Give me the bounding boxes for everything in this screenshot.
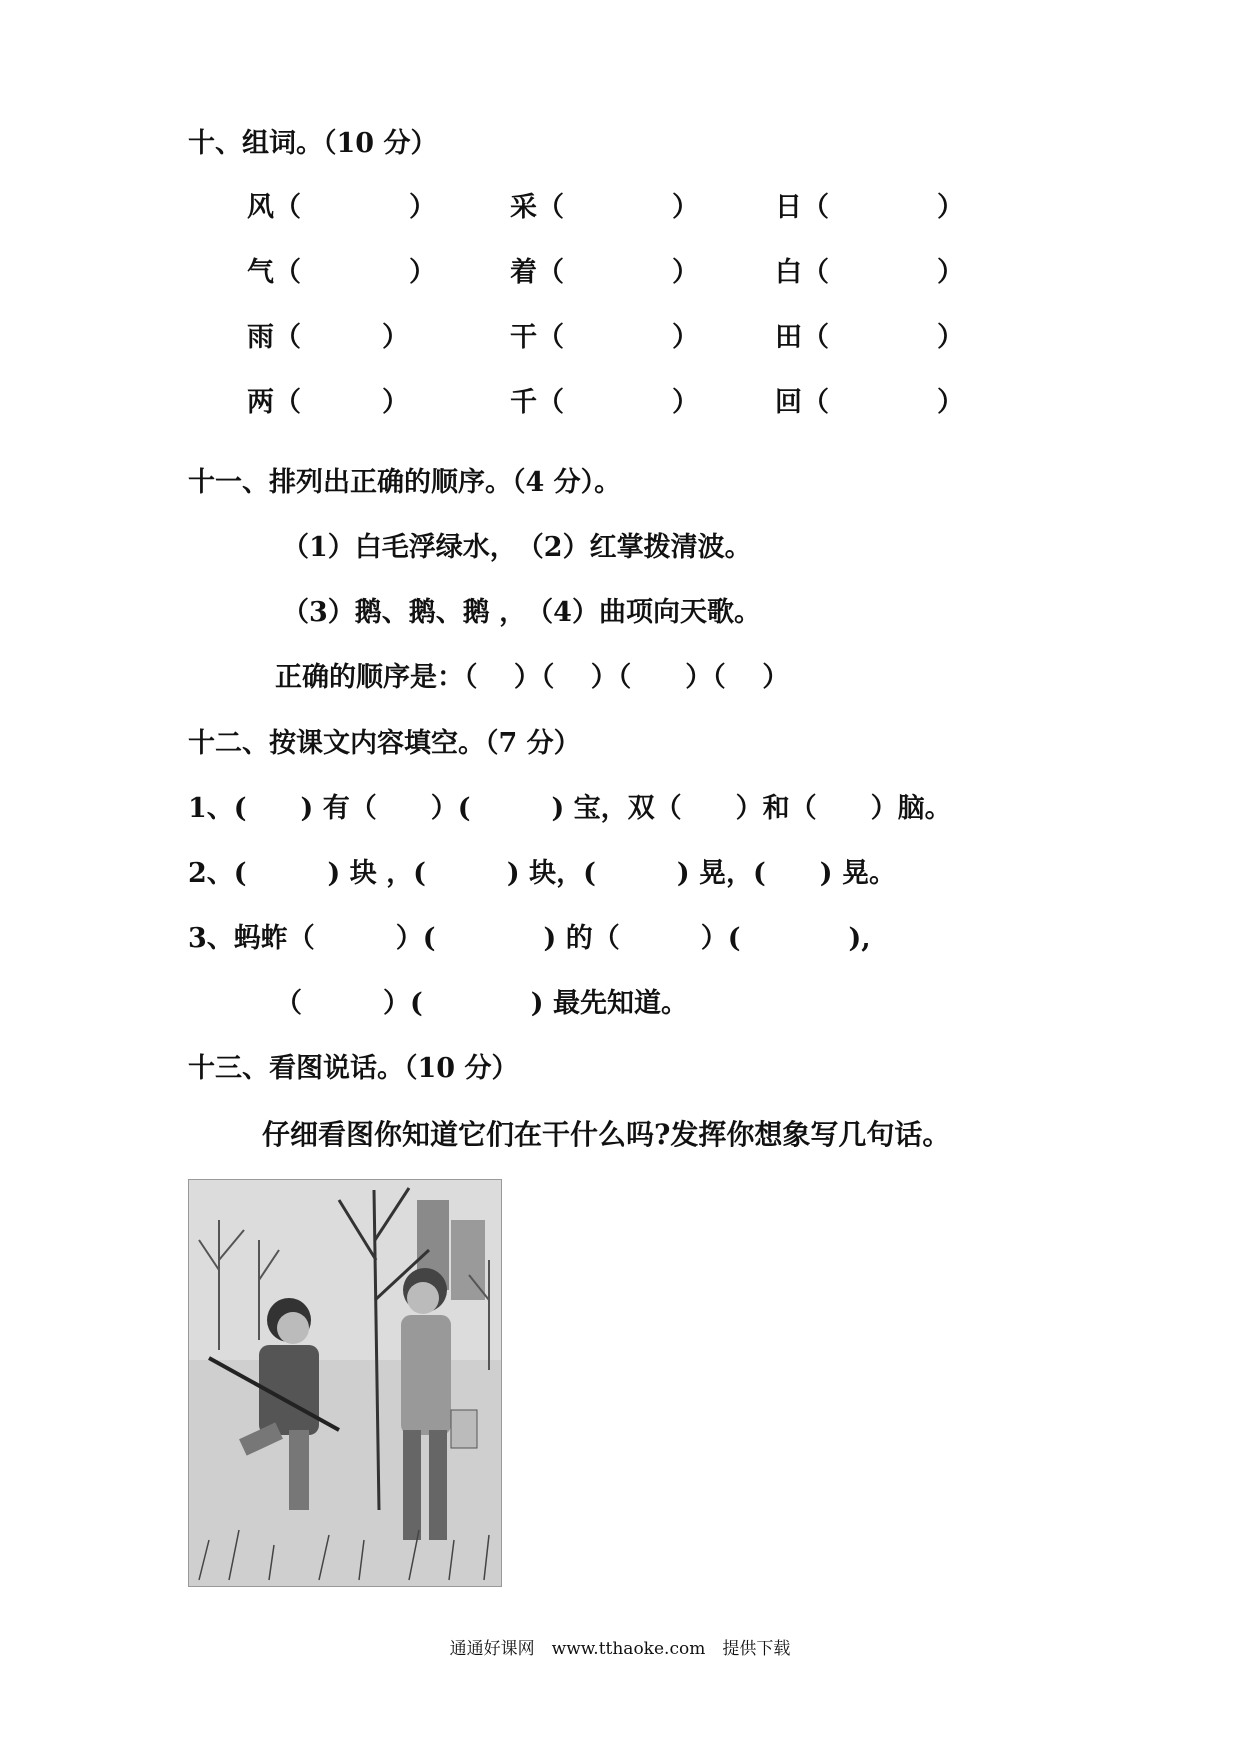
picture-prompt: 仔细看图你知道它们在干什么吗?发挥你想象写几句话。 bbox=[262, 1118, 951, 1151]
fill-line-3: 3、蚂蚱（ ）( ) 的（ ）( ), bbox=[188, 923, 871, 954]
poem-line: （3）鹅、鹅、鹅 ， （4）曲项向天歌。 bbox=[282, 597, 761, 628]
word-blank: 回（ ） bbox=[775, 387, 964, 418]
footer-credit: 通通好课网 www.tthaoke.com 提供下载 bbox=[449, 1639, 791, 1659]
illustration-tree-planting bbox=[188, 1179, 502, 1587]
section-13-title: 十三、看图说话。（10 分） bbox=[188, 1053, 519, 1084]
word-blank: 气（ ） bbox=[247, 257, 436, 288]
fill-line-1: 1、( ) 有（ ）( ) 宝，双（ ）和（ ）脑。 bbox=[188, 793, 952, 824]
section-12-title: 十二、按课文内容填空。（7 分） bbox=[188, 728, 581, 759]
word-blank: 着（ ） bbox=[510, 257, 699, 288]
word-blank: 干（ ） bbox=[510, 322, 699, 353]
section-11-title: 十一、排列出正确的顺序。（4 分）。 bbox=[188, 467, 622, 498]
fill-line-4: （ ）( ) 最先知道。 bbox=[275, 988, 688, 1019]
word-blank: 两（ ） bbox=[247, 387, 409, 418]
word-blank: 日（ ） bbox=[775, 192, 964, 223]
fill-line-2: 2、( ) 块 ，( ) 块，( ) 晃，( ) 晃。 bbox=[188, 858, 896, 889]
word-blank: 田（ ） bbox=[775, 322, 964, 353]
word-blank: 风（ ） bbox=[247, 192, 436, 223]
word-blank: 雨（ ） bbox=[247, 322, 409, 353]
poem-line: （1）白毛浮绿水， （2）红掌拨清波。 bbox=[282, 532, 752, 563]
section-10-title: 十、组词。（10 分） bbox=[188, 128, 438, 159]
word-blank: 采（ ） bbox=[510, 192, 699, 223]
order-answer: 正确的顺序是：（ ）（ ）（ ）（ ） bbox=[275, 662, 790, 693]
word-blank: 千（ ） bbox=[510, 387, 699, 418]
word-blank: 白（ ） bbox=[775, 257, 964, 288]
